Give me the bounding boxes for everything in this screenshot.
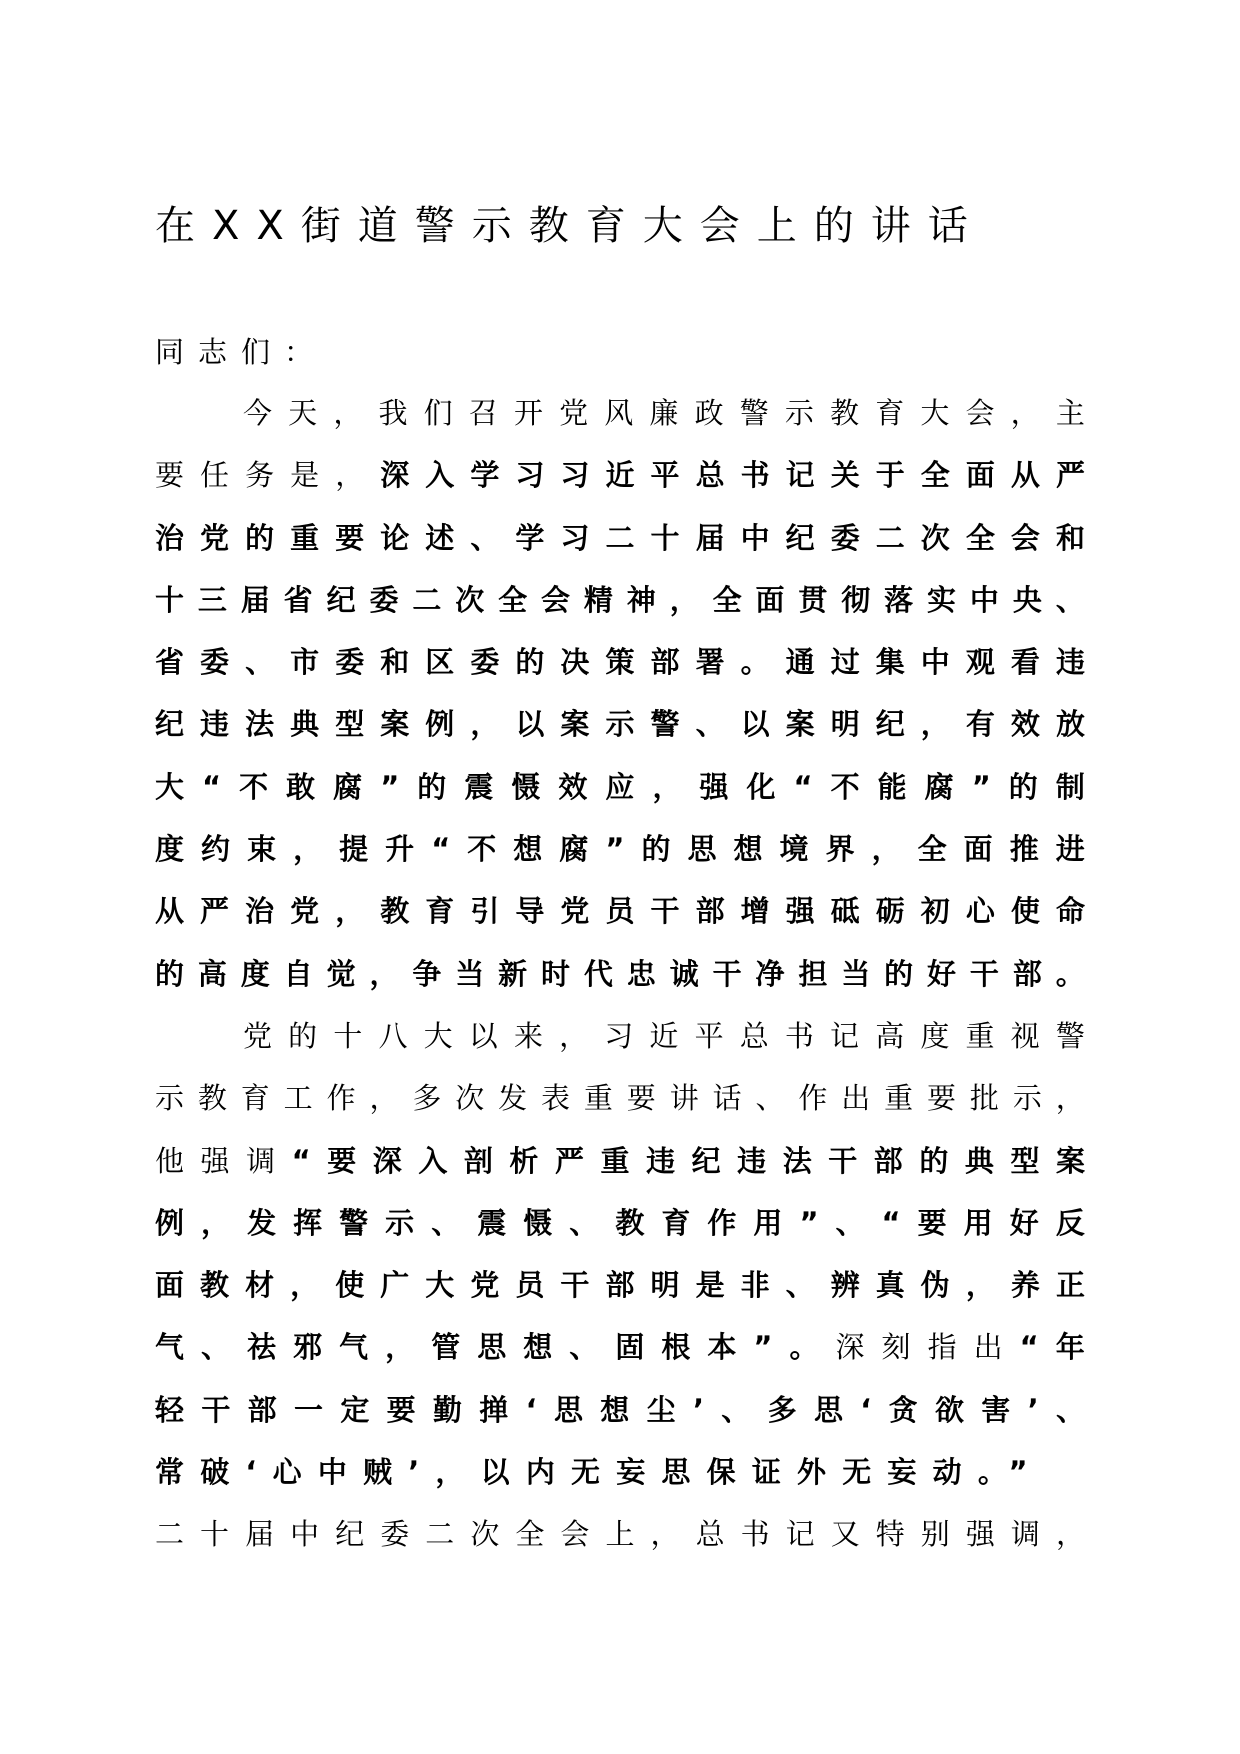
- text-line: 省 委 、 市 委 和 区 委 的 决 策 部 署 。 通 过 集 中 观 看 违: [155, 645, 1085, 680]
- text-line: 二 十 届 中 纪 委 二 次 全 会 上 ， 总 书 记 又 特 别 强 调 ，: [155, 1517, 1085, 1552]
- text-line: [155, 1441, 1085, 1503]
- text-line: 党 的 十 八 大 以 来 ， 习 近 平 总 书 记 高 度 重 视 警: [243, 1018, 1085, 1053]
- text-line: 今 天 ， 我 们 召 开 党 风 廉 政 警 示 教 育 大 会 ， 主: [243, 396, 1085, 430]
- text-line: 十 三 届 省 纪 委 二 次 全 会 精 神 ， 全 面 贯 彻 落 实 中 央 、: [155, 582, 1085, 617]
- text-line: 气 、 祛 邪 气 ， 管 思 想 、 固 根 本 ” 。 深 刻 指 出 “ 年: [155, 1330, 1085, 1365]
- text-line: 他 强 调 “ 要 深 入 剖 析 严 重 违 纪 违 法 干 部 的 典 型 案: [155, 1143, 1085, 1178]
- bold-text-segment: 常破‘心中贼’，以内无妄思保证外无妄动。”: [155, 1455, 1044, 1490]
- text-line: 要 任 务 是 ， 深 入 学 习 习 近 平 总 书 记 关 于 全 面 从 严: [155, 458, 1085, 493]
- text-line: 轻 干 部 一 定 要 勤 掸 ‘ 思 想 尘 ’ 、 多 思 ‘ 贪 欲 害 ’ 、: [155, 1392, 1085, 1427]
- salutation: 同志们：: [155, 335, 328, 369]
- text-line: 例 ， 发 挥 警 示 、 震 慑 、 教 育 作 用 ” 、 “ 要 用 好 反: [155, 1205, 1085, 1240]
- text-line: 从 严 治 党 ， 教 育 引 导 党 员 干 部 增 强 砥 砺 初 心 使 命: [155, 894, 1085, 929]
- speech-body: [155, 382, 1085, 1566]
- text-line: 示 教 育 工 作 ， 多 次 发 表 重 要 讲 话 、 作 出 重 要 批 示 ，: [155, 1081, 1085, 1116]
- text-line: 治 党 的 重 要 论 述 、 学 习 二 十 届 中 纪 委 二 次 全 会 和: [155, 520, 1085, 555]
- text-line: 度 约 束 ， 提 升 “ 不 想 腐 ” 的 思 想 境 界 ， 全 面 推 进: [155, 832, 1085, 867]
- document-title: 在XX街道警示教育大会上的讲话: [155, 203, 985, 249]
- text-line: 面 教 材 ， 使 广 大 党 员 干 部 明 是 非 、 辨 真 伪 ， 养 正: [155, 1268, 1085, 1303]
- text-line: 纪 违 法 典 型 案 例 ， 以 案 示 警 、 以 案 明 纪 ， 有 效 放: [155, 707, 1085, 742]
- text-line: 的 高 度 自 觉 ， 争 当 新 时 代 忠 诚 干 净 担 当 的 好 干 部 。: [155, 956, 1085, 991]
- text-line: 大 “ 不 敢 腐 ” 的 震 慑 效 应 ， 强 化 “ 不 能 腐 ” 的 制: [155, 769, 1085, 804]
